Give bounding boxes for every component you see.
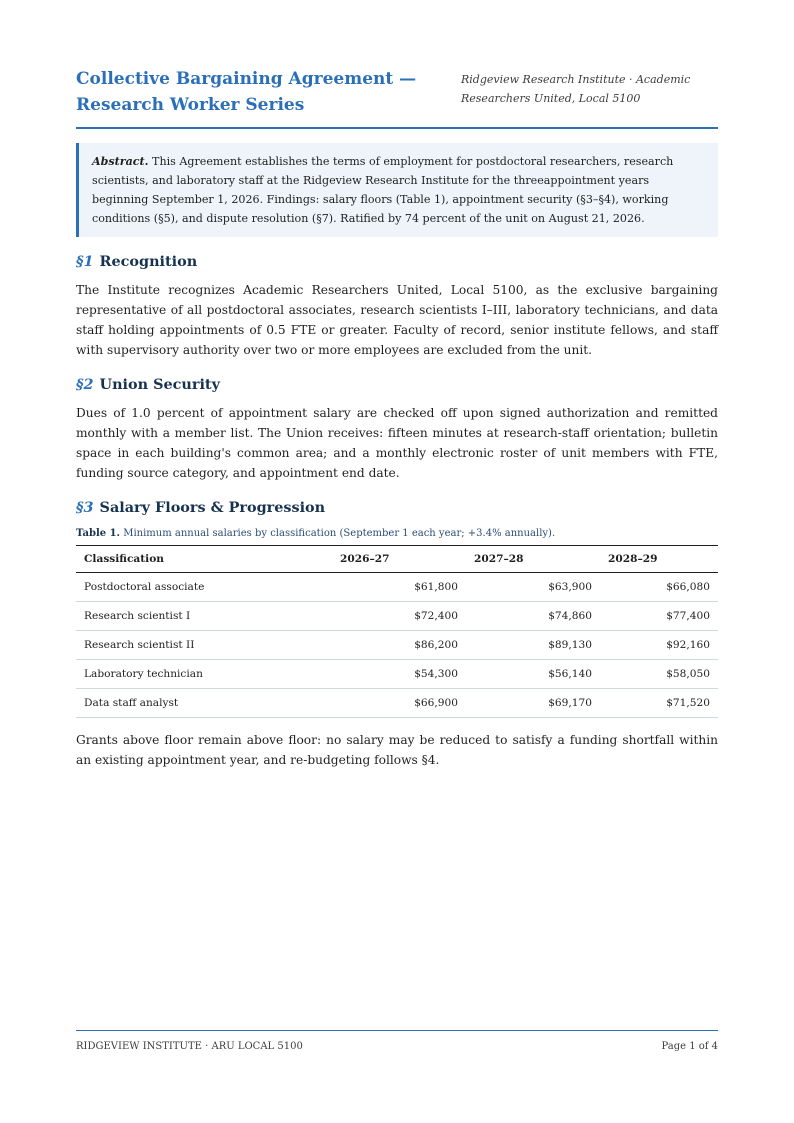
column-header-2027-28: 2027–28 xyxy=(466,546,600,573)
table-caption-label: Table 1. xyxy=(76,528,121,539)
document-page xyxy=(76,66,718,770)
table-cell-salary: $89,130 xyxy=(466,631,600,660)
table-header-row xyxy=(76,546,718,573)
table-cell-salary: $61,800 xyxy=(332,573,466,602)
column-header-classification: Classification xyxy=(76,546,332,573)
footer-left-text: RIDGEVIEW INSTITUTE · ARU LOCAL 5100 xyxy=(76,1041,303,1052)
abstract-label: Abstract. xyxy=(92,155,149,168)
table-row xyxy=(76,631,718,660)
table-cell-salary: $66,900 xyxy=(332,689,466,718)
document-header xyxy=(76,66,718,129)
section-body: Dues of 1.0 percent of appointment salary are checked off upon signed authorization and remitted monthly with a member list. The Union receives: fifteen minutes at research-staff orientation; bulletin space in each building's common area; and a monthly electronic roster of unit members with FTE, funding source category, and appointment end date. xyxy=(76,406,718,480)
table-row xyxy=(76,689,718,718)
table-cell-salary: $58,050 xyxy=(600,660,718,689)
table-cell-classification: Data staff analyst xyxy=(76,689,332,718)
section-body: Grants above floor remain above floor: no salary may be reduced to satisfy a funding shortfall within an existing appointment year, and re-budgeting follows §4. xyxy=(76,733,718,767)
organization-line: Ridgeview Research Institute · Academic Researchers United, Local 5100 xyxy=(461,73,691,105)
table-cell-salary: $56,140 xyxy=(466,660,600,689)
section-2 xyxy=(76,374,718,483)
table-cell-classification: Postdoctoral associate xyxy=(76,573,332,602)
table-cell-salary: $71,520 xyxy=(600,689,718,718)
column-header-2028-29: 2028–29 xyxy=(600,546,718,573)
table-cell-salary: $69,170 xyxy=(466,689,600,718)
section-title: Union Security xyxy=(99,376,220,393)
table-row xyxy=(76,573,718,602)
table-cell-salary: $92,160 xyxy=(600,631,718,660)
abstract-box xyxy=(76,143,718,237)
section-number: §3 xyxy=(76,499,94,516)
table-cell-salary: $66,080 xyxy=(600,573,718,602)
table-cell-salary: $63,900 xyxy=(466,573,600,602)
section-body: The Institute recognizes Academic Researchers United, Local 5100, as the exclusive bargaining representative of all postdoctoral associates, research scientists I–III, laboratory technicians, and data staff holding appointments of 0.5 FTE or greater. Faculty of record, senior institute fellows, and staff with supervisory authority over two or more employees are excluded from the unit. xyxy=(76,283,718,357)
table-cell-classification: Research scientist II xyxy=(76,631,332,660)
table-caption-text: Minimum annual salaries by classification (September 1 each year; +3.4% annually). xyxy=(123,528,556,539)
section-3 xyxy=(76,497,718,770)
table-cell-salary: $74,860 xyxy=(466,602,600,631)
table-cell-salary: $54,300 xyxy=(332,660,466,689)
table-row xyxy=(76,660,718,689)
page-number: Page 1 of 4 xyxy=(661,1041,718,1052)
table-cell-classification: Laboratory technician xyxy=(76,660,332,689)
table-cell-salary: $86,200 xyxy=(332,631,466,660)
salary-table xyxy=(76,545,718,718)
column-header-2026-27: 2026–27 xyxy=(332,546,466,573)
section-heading xyxy=(76,251,718,273)
table-cell-salary: $77,400 xyxy=(600,602,718,631)
section-1 xyxy=(76,251,718,360)
section-number: §2 xyxy=(76,376,94,393)
section-title: Salary Floors & Progression xyxy=(99,499,326,516)
abstract-text: This Agreement establishes the terms of employment for postdoctoral researchers, research scientists, and laboratory staff at the Ridgeview Research Institute for the threeappointment years beginning September 1, 2026. Findings: salary floors (Table 1), appointment security (§3–§4), working conditions (§5), and dispute resolution (§7). Ratified by 74 percent of the unit on August 21, 2026. xyxy=(92,155,674,225)
table-caption xyxy=(76,526,718,542)
document-title: Collective Bargaining Agreement — Research Worker Series xyxy=(76,69,417,115)
table-cell-salary: $72,400 xyxy=(332,602,466,631)
section-title: Recognition xyxy=(99,253,198,270)
table-cell-classification: Research scientist I xyxy=(76,602,332,631)
section-heading xyxy=(76,497,718,519)
section-number: §1 xyxy=(76,253,94,270)
page-footer xyxy=(76,1030,718,1052)
table-row xyxy=(76,602,718,631)
section-heading xyxy=(76,374,718,396)
